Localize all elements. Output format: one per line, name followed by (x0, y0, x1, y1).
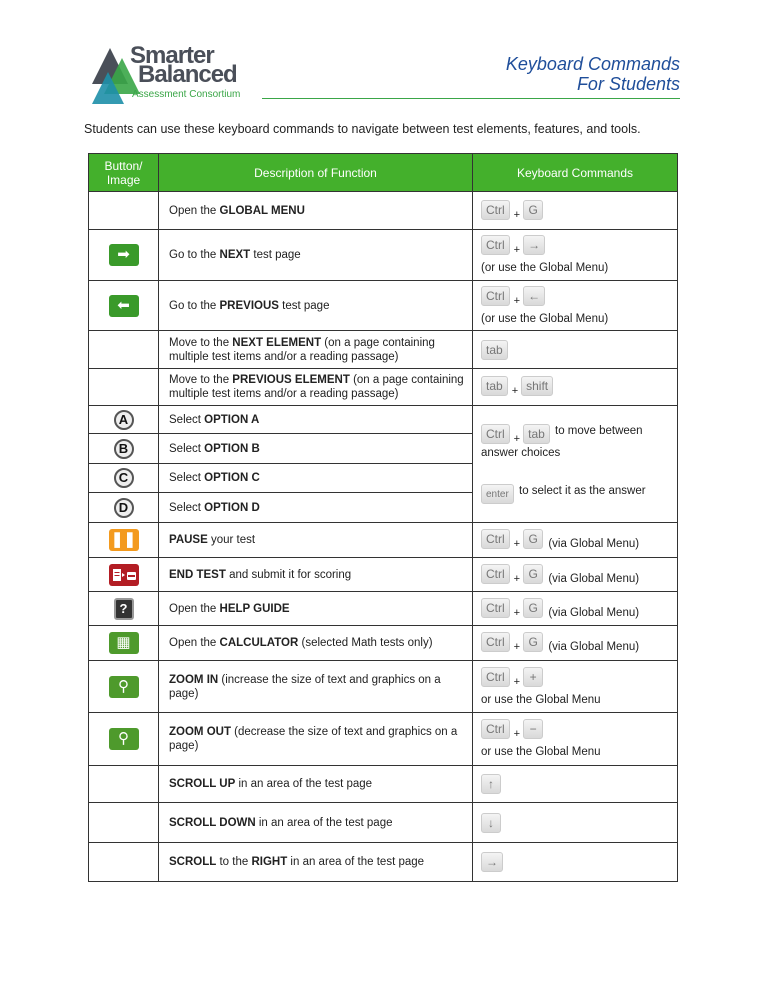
description-segment: test page (250, 249, 301, 261)
description-segment: ZOOM IN (169, 673, 219, 686)
description-cell (159, 661, 473, 713)
command-note: (via Global Menu) (548, 538, 640, 550)
table-row (89, 803, 678, 843)
table-row (89, 592, 678, 626)
key-symbol: G (523, 200, 543, 220)
description-segment: PREVIOUS (219, 299, 279, 312)
table-row (89, 558, 678, 592)
description-segment: (selected Math tests only) (298, 637, 433, 649)
plus-sign: + (513, 606, 521, 619)
keyboard-command-cell (473, 766, 678, 803)
keyboard-command-cell (473, 713, 678, 766)
description-cell (159, 766, 473, 803)
description-segment: Select (169, 413, 205, 426)
description-segment: in an area of the test page (255, 816, 393, 829)
description-segment: and submit it for scoring (225, 568, 352, 581)
table-row (89, 230, 678, 281)
description-segment: RIGHT (251, 856, 288, 868)
button-image-cell (89, 803, 159, 843)
description-segment: SCROLL UP (169, 778, 236, 790)
description-cell (159, 493, 473, 523)
button-image-cell (89, 766, 159, 803)
description-cell (159, 230, 473, 281)
keyboard-command-cell (473, 369, 678, 406)
table-row (89, 713, 678, 766)
description-segment: in an area of the test page (287, 856, 425, 868)
intro-text: Students can use these keyboard commands to navigate between test elements, features, and tools. (84, 122, 641, 136)
keyboard-command-cell (473, 331, 678, 369)
description-segment: (on a page containing multiple test items and/or a reading passage) (169, 374, 464, 400)
smarter-balanced-logo (92, 44, 272, 104)
header-rule (262, 98, 680, 99)
command-note: or use the Global Menu (481, 693, 601, 706)
button-image-cell (89, 406, 159, 434)
description-segment: Move to the (169, 336, 233, 349)
plus-sign: + (513, 728, 521, 740)
command-note: (via Global Menu) (548, 606, 640, 619)
plus-sign: + (513, 433, 521, 445)
plus-sign: + (513, 641, 521, 653)
plus-sign: + (513, 294, 521, 307)
description-cell (159, 406, 473, 434)
description-segment: PREVIOUS ELEMENT (232, 374, 350, 386)
command-note: (or use the Global Menu) (481, 312, 609, 325)
description-segment: OPTION C (204, 472, 260, 484)
keyboard-command-cell (473, 803, 678, 843)
key-symbol: − (523, 719, 543, 739)
key-ctrl: Ctrl (481, 564, 510, 584)
option-a-icon: A (114, 410, 134, 430)
back-arrow-icon: ⬅ (109, 295, 139, 317)
title-line-2: For Students (576, 74, 680, 94)
end-test-icon (109, 564, 139, 586)
table-row (89, 661, 678, 713)
command-note: (via Global Menu) (548, 572, 640, 585)
key-symbol: G (523, 529, 543, 549)
description-segment: Select (169, 442, 205, 455)
button-image-cell (89, 192, 159, 230)
table-row (89, 523, 678, 558)
description-segment: in an area of the test page (235, 778, 373, 790)
key-ctrl: Ctrl (481, 200, 510, 220)
description-segment: ZOOM OUT (169, 726, 231, 738)
button-image-cell (89, 626, 159, 661)
description-cell (159, 523, 473, 558)
description-segment: HELP GUIDE (219, 602, 290, 615)
col-header-description: Description of Function (159, 154, 473, 192)
plus-sign: + (513, 572, 521, 585)
key-symbol: G (523, 598, 543, 618)
calculator-icon: ▦ (109, 632, 139, 654)
plus-sign: + (513, 538, 521, 550)
key-ctrl: Ctrl (481, 529, 510, 549)
next-arrow-icon: ➡ (109, 244, 139, 266)
key-symbol: ↑ (481, 774, 501, 794)
col-header-image: Button/ Image (89, 154, 159, 192)
table-row (89, 281, 678, 331)
description-cell (159, 464, 473, 493)
keyboard-command-cell (473, 558, 678, 592)
logo-text-consortium: Assessment Consortium (132, 89, 241, 100)
table-row (89, 843, 678, 882)
command-note: to move between answer choices (481, 425, 643, 459)
keyboard-commands-table (88, 153, 678, 882)
button-image-cell (89, 281, 159, 331)
button-image-cell (89, 558, 159, 592)
key-symbol: G (523, 632, 543, 652)
key-symbol: + (523, 667, 543, 687)
button-image-cell (89, 493, 159, 523)
plus-sign: + (513, 675, 521, 688)
help-icon: ? (114, 598, 134, 620)
description-segment: OPTION A (204, 413, 260, 426)
keyboard-command-cell (473, 592, 678, 626)
description-segment: SCROLL (169, 856, 217, 868)
key-tab: tab (523, 424, 550, 444)
description-segment: Go to the (169, 299, 220, 312)
keyboard-command-cell (473, 661, 678, 713)
option-b-icon: B (114, 439, 134, 459)
logo-text-smarter: Smarter (130, 42, 214, 69)
description-segment: Open the (169, 204, 220, 217)
key-ctrl: Ctrl (481, 598, 510, 618)
description-cell (159, 434, 473, 464)
description-cell (159, 803, 473, 843)
description-cell (159, 843, 473, 882)
page-title (506, 54, 680, 94)
command-note: or use the Global Menu (481, 746, 601, 758)
description-segment: (increase the size of text and graphics on a page) (169, 673, 441, 700)
description-segment: test page (278, 299, 330, 312)
key-shift: shift (521, 376, 553, 396)
button-image-cell (89, 843, 159, 882)
description-cell (159, 369, 473, 406)
key-ctrl: Ctrl (481, 667, 510, 687)
description-segment: your test (207, 534, 256, 546)
description-segment: NEXT ELEMENT (232, 336, 322, 349)
description-segment: SCROLL DOWN (169, 816, 256, 829)
keyboard-command-cell (473, 281, 678, 331)
plus-sign: + (513, 244, 521, 256)
title-line-1: Keyboard Commands (505, 54, 680, 74)
key-ctrl: Ctrl (481, 286, 510, 306)
key-tab: tab (481, 376, 508, 396)
keyboard-command-cell (473, 406, 678, 523)
table-row (89, 331, 678, 369)
description-segment: Select (169, 472, 205, 484)
command-note: (or use the Global Menu) (481, 262, 609, 274)
command-note: (via Global Menu) (548, 641, 640, 653)
description-segment: NEXT (219, 249, 251, 261)
keyboard-command-cell (473, 192, 678, 230)
key-symbol: G (523, 564, 543, 584)
button-image-cell (89, 713, 159, 766)
description-segment: Go to the (169, 249, 220, 261)
key-symbol: → (523, 235, 545, 255)
description-segment: Open the (169, 602, 220, 615)
table-row (89, 192, 678, 230)
key-symbol: ↓ (481, 813, 501, 833)
keyboard-command-cell (473, 230, 678, 281)
key-symbol: ← (523, 286, 545, 306)
button-image-cell (89, 661, 159, 713)
keyboard-command-cell (473, 843, 678, 882)
description-segment: Open the (169, 637, 220, 649)
table-row (89, 406, 678, 434)
key-ctrl: Ctrl (481, 632, 510, 652)
key-tab: tab (481, 340, 508, 360)
description-segment: OPTION B (204, 442, 260, 455)
key-ctrl: Ctrl (481, 235, 510, 255)
zoom-out-icon: ⚲ (109, 728, 139, 750)
plus-sign: + (511, 385, 519, 397)
description-cell (159, 331, 473, 369)
description-segment: (decrease the size of text and graphics on a page) (169, 726, 458, 752)
keyboard-command-cell (473, 523, 678, 558)
table-row (89, 369, 678, 406)
plus-sign: + (513, 208, 521, 221)
key-enter: enter (481, 484, 514, 504)
description-cell (159, 626, 473, 661)
description-cell (159, 281, 473, 331)
description-cell (159, 592, 473, 626)
description-segment: PAUSE (169, 534, 208, 546)
button-image-cell (89, 464, 159, 493)
description-segment: CALCULATOR (219, 637, 299, 649)
description-segment: (on a page containing multiple test items and/or a reading passage) (169, 336, 435, 363)
table-row (89, 626, 678, 661)
key-symbol: → (481, 852, 503, 872)
button-image-cell (89, 592, 159, 626)
col-header-keyboard: Keyboard Commands (473, 154, 678, 192)
key-ctrl: Ctrl (481, 719, 510, 739)
keyboard-command-cell (473, 626, 678, 661)
description-segment: END TEST (169, 568, 226, 581)
table-row (89, 766, 678, 803)
description-segment: to the (216, 856, 252, 868)
description-segment: OPTION D (204, 501, 260, 514)
description-cell (159, 558, 473, 592)
description-segment: Move to the (169, 374, 233, 386)
option-d-icon: D (114, 498, 134, 518)
button-image-cell (89, 331, 159, 369)
zoom-in-icon: ⚲ (109, 676, 139, 698)
description-segment: Select (169, 501, 205, 514)
button-image-cell (89, 369, 159, 406)
command-note: to select it as the answer (519, 485, 646, 497)
option-c-icon: C (114, 468, 134, 488)
description-segment: GLOBAL MENU (219, 204, 305, 217)
button-image-cell (89, 523, 159, 558)
description-cell (159, 192, 473, 230)
button-image-cell (89, 230, 159, 281)
button-image-cell (89, 434, 159, 464)
pause-icon: ❚❚ (109, 529, 139, 551)
logo-text-balanced: Balanced (138, 61, 237, 88)
key-ctrl: Ctrl (481, 424, 510, 444)
description-cell (159, 713, 473, 766)
